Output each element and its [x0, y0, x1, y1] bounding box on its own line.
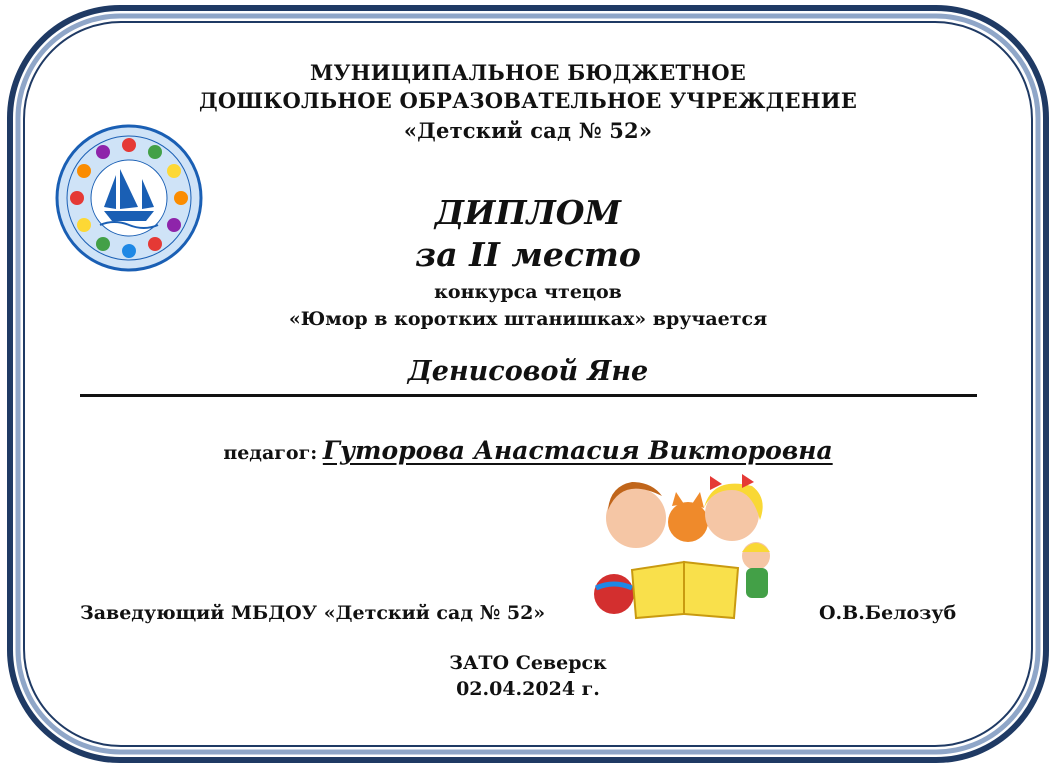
- director-name: О.В.Белозуб: [819, 602, 957, 624]
- institution-type: МУНИЦИПАЛЬНОЕ БЮДЖЕТНОЕ: [310, 60, 746, 85]
- issue-date: 02.04.2024 г.: [456, 678, 600, 700]
- place-label: за II место: [415, 235, 641, 274]
- teacher-line: [0, 436, 1056, 465]
- director-position: Заведующий МБДОУ «Детский сад № 52»: [80, 602, 546, 624]
- children-reading-illustration: [592, 468, 780, 620]
- recipient-underline: [80, 394, 977, 397]
- diploma-title: ДИПЛОМ: [434, 193, 622, 232]
- contest-name: «Юмор в коротких штанишках» вручается: [288, 308, 768, 330]
- contest-label: конкурса чтецов: [434, 281, 622, 303]
- teacher-name: Гуторова Анастасия Викторовна: [322, 436, 833, 465]
- institution-name: «Детский сад № 52»: [403, 118, 653, 143]
- city: ЗАТО Северск: [449, 652, 607, 674]
- teacher-label: педагог:: [223, 442, 318, 464]
- institution-kind: ДОШКОЛЬНОЕ ОБРАЗОВАТЕЛЬНОЕ УЧРЕЖДЕНИЕ: [198, 88, 858, 113]
- recipient-name: Денисовой Яне: [407, 356, 649, 387]
